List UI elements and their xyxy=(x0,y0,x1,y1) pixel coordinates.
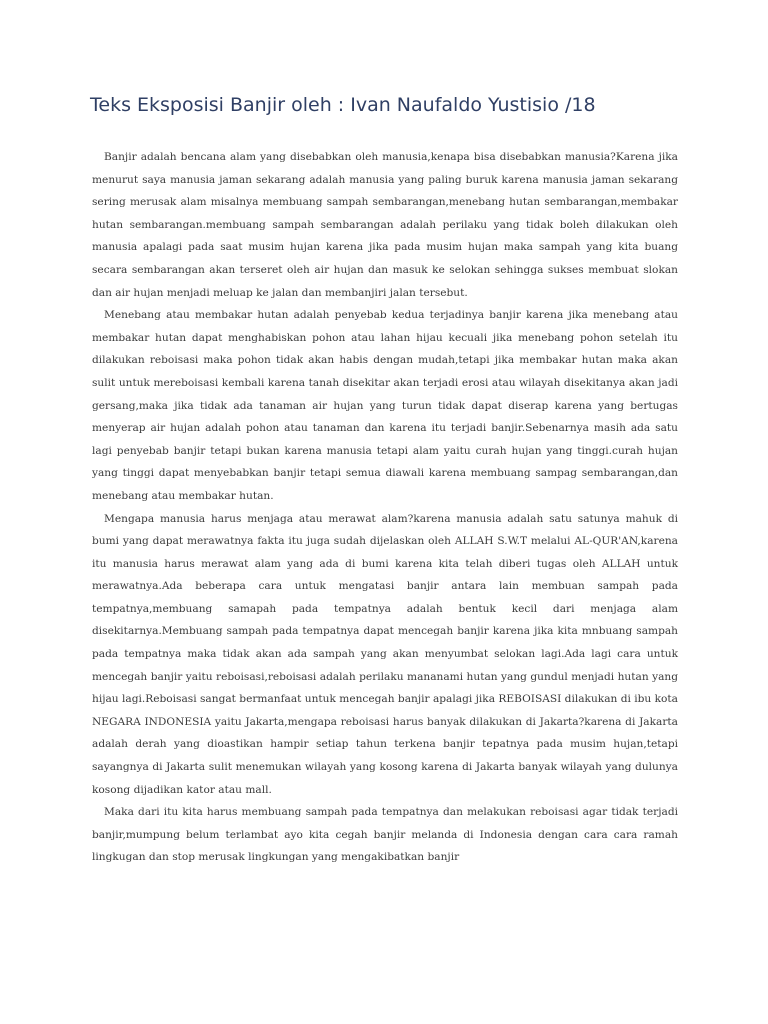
paragraph: Banjir adalah bencana alam yang disebabkan oleh manusia,kenapa bisa disebabkan manusia?Karena jika menurut saya manusia jaman sekarang adalah manusia yang paling buruk karena manusia jaman sekarang sering merusak alam misalnya membuang sampah sembarangan,menebang hutan sembarangan,membakar hutan sembarangan.membuang sampah sembarangan adalah perilaku yang tidak boleh dilakukan oleh manusia apalagi pada saat musim hujan karena jika pada musim hujan maka sampah yang kita buang secara sembarangan akan terseret oleh air hujan dan masuk ke selokan sehingga sukses membuat slokan dan air hujan menjadi meluap ke jalan dan membanjiri jalan tersebut. xyxy=(92,151,678,299)
document-body xyxy=(92,146,678,869)
document-title: Teks Eksposisi Banjir oleh : Ivan Naufaldo Yustisio /18 xyxy=(90,94,596,116)
paragraph: Menebang atau membakar hutan adalah penyebab kedua terjadinya banjir karena jika menebang atau membakar hutan dapat menghabiskan pohon atau lahan hijau kecuali jika menebang pohon setelah itu dilakukan reboisasi maka pohon tidak akan habis dengan mudah,tetapi jika membakar hutan maka akan sulit untuk mereboisasi kembali karena tanah disekitar akan terjadi erosi atau wilayah disekitanya akan jadi gersang,maka jika tidak ada tanaman air hujan yang turun tidak dapat diserap karena yang bertugas menyerap air hujan adalah pohon atau tanaman dan karena itu terjadi banjir.Sebenarnya masih ada satu lagi penyebab banjir tetapi bukan karena manusia tetapi alam yaitu curah hujan yang tinggi.curah hujan yang tinggi dapat menyebabkan banjir tetapi semua diawali karena membuang sampag sembarangan,dan menebang atau membakar hutan. xyxy=(92,309,678,502)
paragraph: Mengapa manusia harus menjaga atau merawat alam?karena manusia adalah satu satunya mahuk di bumi yang dapat merawatnya fakta itu juga sudah dijelaskan oleh ALLAH S.W.T melalui AL-QUR'AN,karena itu manusia harus merawat alam yang ada di bumi karena kita telah diberi tugas oleh ALLAH untuk merawatnya.Ada beberapa cara untuk mengatasi banjir antara lain membuan sampah pada tempatnya,membuang samapah pada tempatnya adalah bentuk kecil dari menjaga alam disekitarnya.Membuang sampah pada tempatnya dapat mencegah banjir karena jika kita mnbuang sampah pada tempatnya maka tidak akan ada sampah yang akan menyumbat selokan lagi.Ada lagi cara untuk mencegah banjir yaitu reboisasi,reboisasi adalah perilaku mananami hutan yang gundul menjadi hutan yang hijau lagi.Reboisasi sangat bermanfaat untuk mencegah banjir apalagi jika REBOISASI dilakukan di ibu kota NEGARA INDONESIA yaitu Jakarta,mengapa reboisasi harus banyak dilakukan di Jakarta?karena di Jakarta adalah derah yang dioastikan hampir setiap tahun terkena banjir tepatnya pada musim hujan,tetapi sayangnya di Jakarta sulit menemukan wilayah yang kosong karena di Jakarta banyak wilayah yang dulunya kosong dijadikan kator atau mall. xyxy=(92,512,678,796)
paragraph: Maka dari itu kita harus membuang sampah pada tempatnya dan melakukan reboisasi agar tidak terjadi banjir,mumpung belum terlambat ayo kita cegah banjir melanda di Indonesia dengan cara cara ramah lingkugan dan stop merusak lingkungan yang mengakibatkan banjir xyxy=(92,806,678,864)
